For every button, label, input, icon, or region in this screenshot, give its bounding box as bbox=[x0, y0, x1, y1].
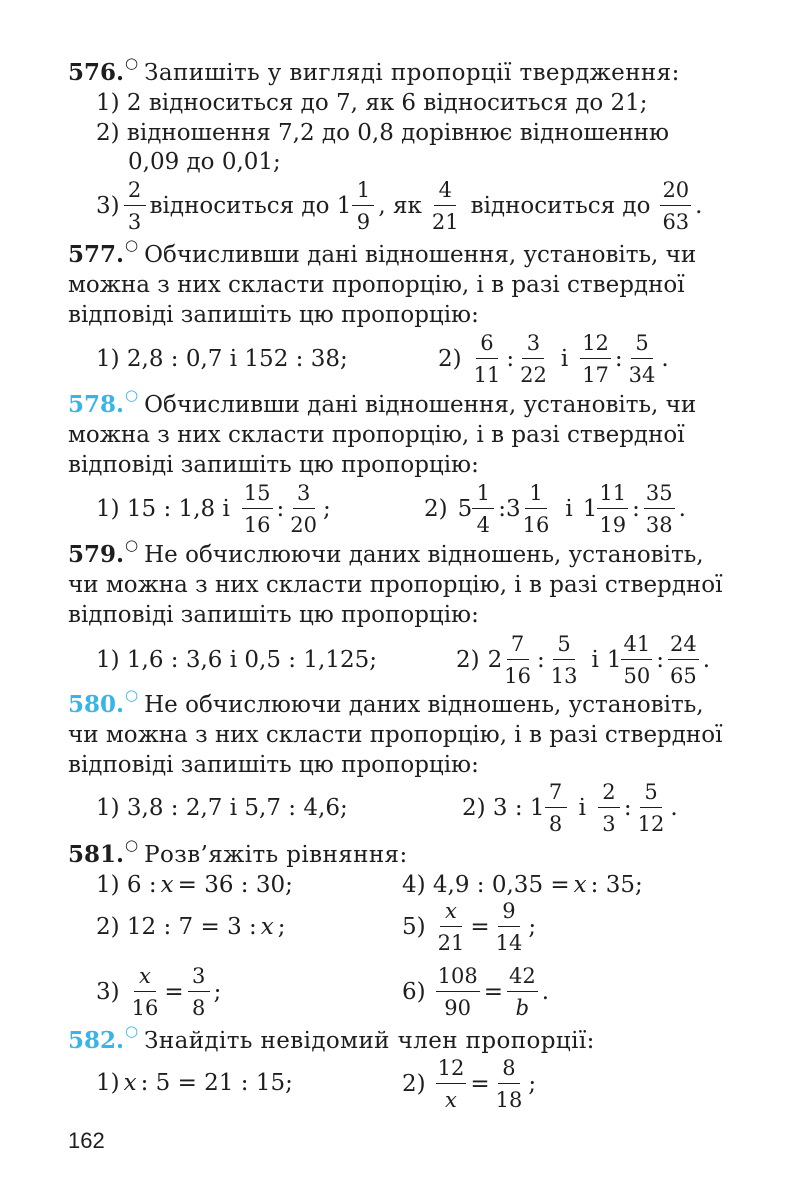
problem-582-number: 582. bbox=[68, 1027, 125, 1054]
problem-580-line-3: відповіді запишіть цю пропорцію: bbox=[68, 752, 479, 778]
problem-580-item-2: 2) 3 : 1 $\frac{7}{8}$ і $\frac{2}{3}$ : $\frac{5}{12}$ . bbox=[462, 780, 678, 836]
fraction: $\frac{2}{3}$ bbox=[598, 779, 620, 837]
fraction: $\frac{7}{8}$ bbox=[545, 779, 567, 837]
problem-576-item-2-line-1: 2) відношення 7,2 до 0,8 дорівнює відношенню bbox=[96, 120, 670, 146]
conjunction: і bbox=[591, 647, 599, 673]
fraction: $\frac{12}{x}$ bbox=[437, 1056, 465, 1112]
fraction: $\frac{41}{50}$ bbox=[623, 632, 651, 688]
punctuation: . bbox=[695, 193, 703, 219]
problem-577-number: 577. bbox=[68, 241, 125, 268]
problem-578-number: 578. bbox=[68, 391, 125, 418]
fraction: $\frac{3}{22}$ bbox=[520, 331, 547, 387]
fraction: $\frac{2}{3}$ bbox=[124, 177, 146, 235]
equation-582-2: 2) $\frac{12}{x}$ = $\frac{8}{18}$ ; bbox=[402, 1056, 537, 1112]
problem-577-line-1: Обчисливши дані відношення, установіть, чи bbox=[144, 242, 697, 268]
problem-578-line-2: можна з них скласти пропорцію, і в разі ствердної bbox=[68, 422, 685, 448]
problem-578-line-1: Обчисливши дані відношення, установіть, чи bbox=[144, 392, 697, 418]
item-label: 5) bbox=[402, 914, 426, 940]
equation-582-1: 1) x : 5 = 21 : 15; bbox=[96, 1070, 293, 1096]
fraction: $\frac{3}{20}$ bbox=[290, 481, 318, 537]
conjunction: і bbox=[560, 346, 569, 372]
whole-part: 3 bbox=[506, 496, 521, 522]
problem-580-item-1 bbox=[96, 778, 348, 838]
item-label: 3) bbox=[96, 193, 120, 219]
text-segment: , як bbox=[378, 193, 422, 219]
problem-576-item-2-line-2: 0,09 до 0,01; bbox=[128, 149, 281, 175]
problem-579-heading bbox=[68, 536, 704, 570]
fraction: $\frac{3}{8}$ bbox=[188, 963, 210, 1021]
problem-580-number: 580. bbox=[68, 691, 125, 718]
problem-581-title: Розв’яжіть рівняння: bbox=[144, 842, 408, 868]
item-label: 2) 3 : 1 bbox=[462, 795, 545, 821]
item-label: 2) bbox=[424, 496, 448, 522]
problem-578-line-3: відповіді запишіть цю пропорцію: bbox=[68, 452, 479, 478]
degree-mark-icon: ○ bbox=[125, 686, 139, 704]
problem-577-line-2: можна з них скласти пропорцію, і в разі ствердної bbox=[68, 272, 685, 298]
whole-part: 1 bbox=[582, 496, 598, 522]
equation-4: 4) 4,9 : 0,35 = x : 35; bbox=[402, 872, 643, 898]
item-text: 1) 1,6 : 3,6 і 0,5 : 1,125; bbox=[96, 647, 377, 673]
whole-part: 1 bbox=[606, 647, 622, 673]
degree-mark-icon: ○ bbox=[125, 386, 139, 404]
item-text: 1) 3,8 : 2,7 і 5,7 : 4,6; bbox=[96, 795, 348, 821]
equation-1: 1) 6 : x = 36 : 30; bbox=[96, 872, 293, 898]
item-label: 2) bbox=[438, 346, 462, 372]
problem-576-item-1: 1) 2 відноситься до 7, як 6 відноситься до 21; bbox=[96, 90, 648, 116]
problem-579-line-2: чи можна з них скласти пропорцію, і в разі ствердної bbox=[68, 572, 723, 598]
problem-576-number: 576. bbox=[68, 59, 125, 86]
whole-part: 2 bbox=[487, 647, 503, 673]
item-label: 2) bbox=[456, 647, 480, 673]
fraction: $\frac{42}{b}$ bbox=[508, 964, 536, 1020]
problem-579-line-1: Не обчислюючи даних відношень, установіть, bbox=[144, 542, 704, 568]
item-text: 1) 2,8 : 0,7 і 152 : 38; bbox=[96, 346, 348, 372]
problem-582-heading bbox=[68, 1022, 595, 1056]
fraction: $\frac{7}{16}$ bbox=[504, 632, 531, 688]
text-segment: відноситься до 1 bbox=[149, 193, 352, 219]
equation-6: 6) $\frac{108}{90}$ = $\frac{42}{b}$ . bbox=[402, 964, 550, 1020]
fraction: $\frac{1}{4}$ bbox=[472, 480, 494, 538]
problem-576-title: Запишіть у вигляді пропорції твердження: bbox=[144, 60, 680, 86]
problem-579-item-2: 2) 2 $\frac{7}{16}$ : $\frac{5}{13}$ і 1 $\frac{41}{50}$ : $\frac{24}{65}$ . bbox=[456, 632, 710, 688]
conjunction: і bbox=[565, 496, 573, 522]
problem-577-item-2: 2) $\frac{6}{11}$ : $\frac{3}{22}$ і $\frac{12}{17}$ : $\frac{5}{34}$ . bbox=[438, 331, 669, 387]
problem-580-line-2: чи можна з них скласти пропорцію, і в разі ствердної bbox=[68, 722, 723, 748]
fraction: $\frac{24}{65}$ bbox=[669, 632, 697, 688]
page-number: 162 bbox=[68, 1128, 105, 1153]
degree-mark-icon: ○ bbox=[125, 236, 139, 254]
problem-577-heading bbox=[68, 236, 697, 270]
problem-578-item-1: 1) 15 : 1,8 і $\frac{15}{16}$ : $\frac{3}{20}$ ; bbox=[96, 481, 331, 537]
fraction: $\frac{x}{16}$ bbox=[131, 964, 159, 1020]
equation-5: 5) $\frac{x}{21}$ = $\frac{9}{14}$ ; bbox=[402, 899, 537, 955]
fraction: $\frac{12}{17}$ bbox=[582, 331, 609, 387]
item-label: 6) bbox=[402, 979, 426, 1005]
problem-577-line-3: відповіді запишіть цю пропорцію: bbox=[68, 302, 479, 328]
item-label: 2) bbox=[402, 1071, 426, 1097]
degree-mark-icon: ○ bbox=[125, 836, 139, 854]
fraction: $\frac{11}{19}$ bbox=[599, 481, 627, 537]
problem-579-item-1 bbox=[96, 630, 377, 690]
fraction: $\frac{6}{11}$ bbox=[473, 331, 501, 387]
fraction: $\frac{1}{9}$ bbox=[352, 177, 374, 235]
fraction: $\frac{9}{14}$ bbox=[495, 899, 523, 955]
fraction: $\frac{35}{38}$ bbox=[645, 481, 673, 537]
whole-part: 5 bbox=[457, 496, 473, 522]
problem-580-line-1: Не обчислюючи даних відношень, установіть, bbox=[144, 692, 704, 718]
fraction: $\frac{5}{12}$ bbox=[637, 780, 665, 836]
fraction: $\frac{x}{21}$ bbox=[437, 899, 465, 955]
fraction: $\frac{15}{16}$ bbox=[243, 481, 271, 537]
fraction: $\frac{8}{18}$ bbox=[495, 1056, 523, 1112]
fraction: $\frac{108}{90}$ bbox=[437, 964, 478, 1020]
item-label: 1) 15 : 1,8 і bbox=[96, 496, 230, 522]
problem-578-heading bbox=[68, 386, 697, 420]
problem-578-item-2: 2) 5 $\frac{1}{4}$ : 3 $\frac{1}{16}$ і 1 $\frac{11}{19}$ : $\frac{35}{38}$ . bbox=[424, 481, 686, 537]
problem-581-number: 581. bbox=[68, 841, 125, 868]
problem-579-line-3: відповіді запишіть цю пропорцію: bbox=[68, 602, 479, 628]
problem-576-heading bbox=[68, 54, 680, 88]
fraction: $\frac{20}{63}$ bbox=[662, 178, 690, 234]
equation-2: 2) 12 : 7 = 3 : x ; bbox=[96, 914, 286, 940]
conjunction: і bbox=[578, 795, 586, 821]
problem-580-heading bbox=[68, 686, 704, 720]
problem-579-number: 579. bbox=[68, 541, 125, 568]
problem-581-heading bbox=[68, 836, 408, 870]
text-segment: відноситься до bbox=[470, 193, 651, 219]
degree-mark-icon: ○ bbox=[125, 1022, 139, 1040]
degree-mark-icon: ○ bbox=[125, 54, 139, 72]
problem-576-item-3 bbox=[96, 176, 702, 236]
equation-3: 3) $\frac{x}{16}$ = $\frac{3}{8}$ ; bbox=[96, 964, 222, 1020]
problem-582-title: Знайдіть невідомий член пропорції: bbox=[144, 1028, 595, 1054]
fraction: $\frac{1}{16}$ bbox=[522, 481, 550, 537]
item-label: 3) bbox=[96, 979, 120, 1005]
degree-mark-icon: ○ bbox=[125, 536, 139, 554]
fraction: $\frac{4}{21}$ bbox=[431, 178, 459, 234]
fraction: $\frac{5}{34}$ bbox=[628, 331, 656, 387]
fraction: $\frac{5}{13}$ bbox=[550, 632, 578, 688]
